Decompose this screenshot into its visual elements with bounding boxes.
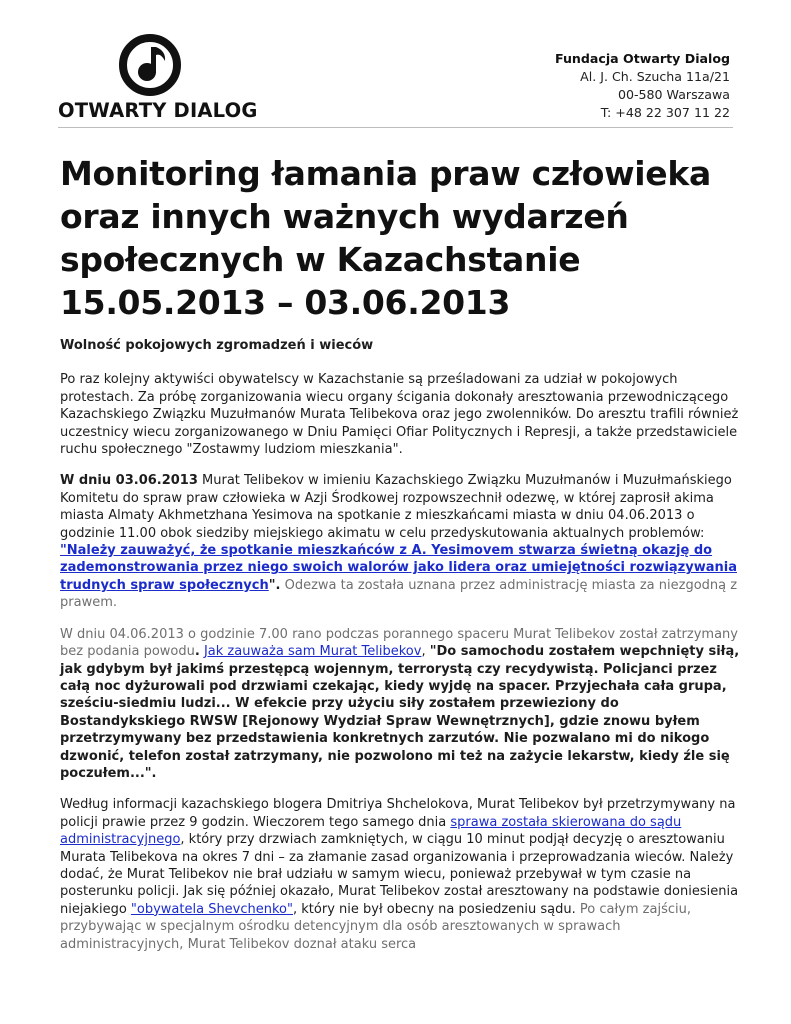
address-line-2: 00-580 Warszawa [617, 87, 730, 102]
citizen-shevchenko-link[interactable]: "obywatela Shevchenko" [130, 901, 293, 917]
address-line-1: Al. J. Ch. Szucha 11a/21 [580, 69, 730, 84]
organization-name: Fundacja Otwarty Dialog [554, 51, 730, 66]
title-line-4: 15.05.2013 – 03.06.2013 [60, 283, 511, 322]
paragraph-appeal [60, 472, 740, 611]
section-heading: Wolność pokojowych zgromadzeń i wieców [60, 338, 374, 353]
title-line-1: Monitoring łamania praw człowieka [60, 154, 712, 193]
phone-number: T: +48 22 307 11 22 [600, 105, 730, 120]
date-highlight: W dniu 03.06.2013 [60, 473, 198, 489]
telibekov-statement-link[interactable]: Jak zauważa sam Murat Telibekov [203, 644, 422, 660]
article-body [60, 337, 740, 967]
title-line-2: oraz innych ważnych wydarzeń [60, 197, 629, 236]
paragraph-text: Według informacji kazachskiego blogera Dmitriya Shchelokova, Murat Telibekov był przetrzymywany na policji prawie przez 9 godzin. Wieczorem tego samego dnia [60, 797, 736, 830]
paragraph-text: Murat Telibekov w imieniu Kazachskiego Związku Muzułmanów i Muzułmańskiego Komitetu do spraw praw człowieka w Azji Środkowej rozpowszechnił odezwę, w której zaprosił akima miasta Almaty Akhmetzhana Yesimova na spotkanie z mieszkańcami miasta w dniu 04.06.2013 o godzinie 11.00 obok siedziby miejskiego akimatu w celu przedyskutowania aktualnych problemów: [60, 473, 732, 541]
paragraph-text-gray: Po całym zajściu, przybywając w specjalnym ośrodku detencyjnym dla osób aresztowanych w sprawach administracyjnych, Murat Telibekov doznał ataku serca [60, 901, 691, 952]
otwarty-dialog-logo [58, 33, 258, 123]
comma: , [421, 644, 426, 660]
telibekov-quote: "Do samochodu zostałem wepchnięty siłą, jak gdybym był jakimś przestępcą wojennym, terrorystą czy recydywistą. Policjanci przez całą noc dyżurowali pod drzwiami czekając, kiedy wyjdę na spacer. Przyjechała cała grupa, sześciu-siedmiu ludzi... W efekcie przy użyciu siły zostałem przewieziony do Bostandykskiego RWSW [Rejonowy Wydział Spraw Wewnętrznych], gdzie znowu byłem przetrzymywany bez przedstawienia konkretnych zarzutów. Nie pozwalano mi do nikogo dzwonić, telefon został zatrzymany, nie pozwolono mi też na zażycie lekarstw, kiedy źle się poczułem...". [60, 644, 740, 781]
contact-block [555, 50, 730, 122]
logo-mark-icon [118, 33, 182, 97]
paragraph-text: , który nie był obecny na posiedzeniu sądu. [293, 901, 576, 917]
appeal-quote-link[interactable]: "Należy zauważyć, że spotkanie mieszkańców z A. Yesimovem stwarza świetną okazję do zademonstrowania przez niego swoich walorów jako lidera oraz umiejętności rozwiązywania trudnych spraw społecznych [60, 543, 737, 593]
paragraph-text-gray: Odezwa ta została uznana przez administrację miasta za niezgodną z prawem. [60, 577, 738, 611]
quote-close: ". [268, 577, 281, 593]
paragraph-text-gray: W dniu 04.06.2013 o godzinie 7.00 rano podczas porannego spaceru Murat Telibekov został zatrzymany bez podania powodu [60, 626, 738, 660]
paragraph-detention [60, 626, 740, 783]
paragraph-intro: Po raz kolejny aktywiści obywatelscy w Kazachstanie są prześladowani za udział w pokojowych protestach. Za próbę zorganizowania wiecu organy ścigania dokonały aresztowania przewodniczącego Kazachskiego Związku Muzułmanów Murata Telibekova oraz jego zwolenników. Do aresztu trafili również uczestnicy wiecu zorganizowanego w Dniu Pamięci Ofiar Politycznych i Represji, a także przedstawiciele ruchu społecznego "Zostawmy ludziom mieszkania". [60, 372, 739, 458]
paragraph-court [60, 796, 740, 953]
paragraph-text: , który przy drzwiach zamkniętych, w ciągu 10 minut podjął decyzję o aresztowaniu Murata Telibekova na okres 7 dni – za złamanie zasad organizowania i przeprowadzania wieców. Należy dodać, że Murat Telibekov nie brał udziału w samym wiecu, ponieważ przebywał w tym czasie na posterunku policji. Jak się później okazało, Murat Telibekov został aresztowany na podstawie doniesienia niejakiego [60, 832, 739, 917]
court-case-link[interactable]: sprawa została skierowana do sądu administracyjnego [60, 814, 682, 848]
header-divider [58, 127, 733, 128]
page-title [60, 152, 740, 324]
period: . [194, 644, 200, 660]
logo-text: OTWARTY DIALOG [58, 99, 258, 122]
title-line-3: społecznych w Kazachstanie [60, 240, 581, 279]
